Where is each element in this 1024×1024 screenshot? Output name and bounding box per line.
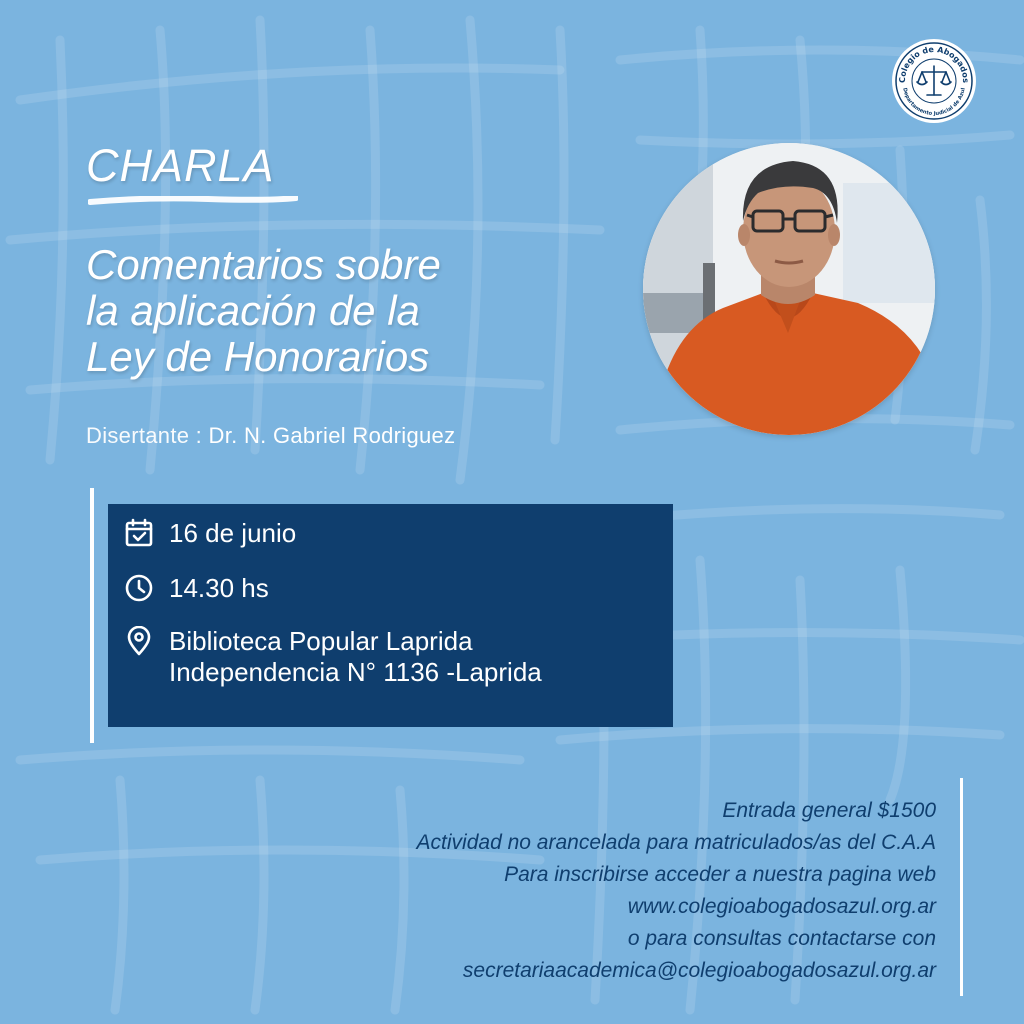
- signup-note: Para inscribirse acceder a nuestra pagina web: [504, 863, 936, 886]
- calendar-check-icon: [124, 518, 154, 548]
- members-note: Actividad no arancelada para matriculados/as del C.A.A: [416, 831, 936, 854]
- footer-info: [417, 795, 936, 987]
- event-type-heading: CHARLA: [86, 140, 275, 191]
- speaker-label: Disertante :: [86, 423, 203, 448]
- location-pin-icon: [124, 626, 154, 656]
- title-line: Ley de Honorarios: [86, 333, 430, 380]
- speaker-line: [86, 423, 455, 449]
- colegio-abogados-logo: [891, 38, 977, 124]
- decorative-line-left: [90, 488, 94, 743]
- time-row: [124, 573, 269, 604]
- entry-fee: Entrada general $1500: [722, 799, 936, 822]
- heading-underline: [88, 196, 298, 206]
- place-row: [124, 626, 542, 688]
- talk-title: [86, 242, 626, 380]
- clock-icon: [124, 573, 154, 603]
- decorative-line-right: [960, 778, 963, 996]
- contact-note: o para consultas contactarse con: [627, 927, 936, 950]
- speaker-name: Dr. N. Gabriel Rodriguez: [208, 423, 456, 448]
- event-place: [169, 626, 542, 688]
- event-details-box: [108, 504, 673, 727]
- svg-text:Departamento Judicial de Azul: Departamento Judicial de Azul: [901, 87, 967, 118]
- title-line: la aplicación de la: [86, 287, 420, 334]
- event-date: 16 de junio: [169, 518, 297, 548]
- website: www.colegioabogadosazul.org.ar: [627, 895, 936, 918]
- contact-email: secretariaacademica@colegioabogadosazul.org.ar: [462, 959, 936, 982]
- title-line: Comentarios sobre: [86, 241, 441, 288]
- place-line: Biblioteca Popular Laprida: [169, 626, 473, 656]
- date-row: [124, 518, 296, 549]
- address-line: Independencia N° 1136 -Laprida: [169, 657, 542, 687]
- speaker-photo: [643, 143, 935, 435]
- svg-text:Colegio de Abogados: Colegio de Abogados: [897, 44, 971, 84]
- event-time: 14.30 hs: [169, 573, 269, 603]
